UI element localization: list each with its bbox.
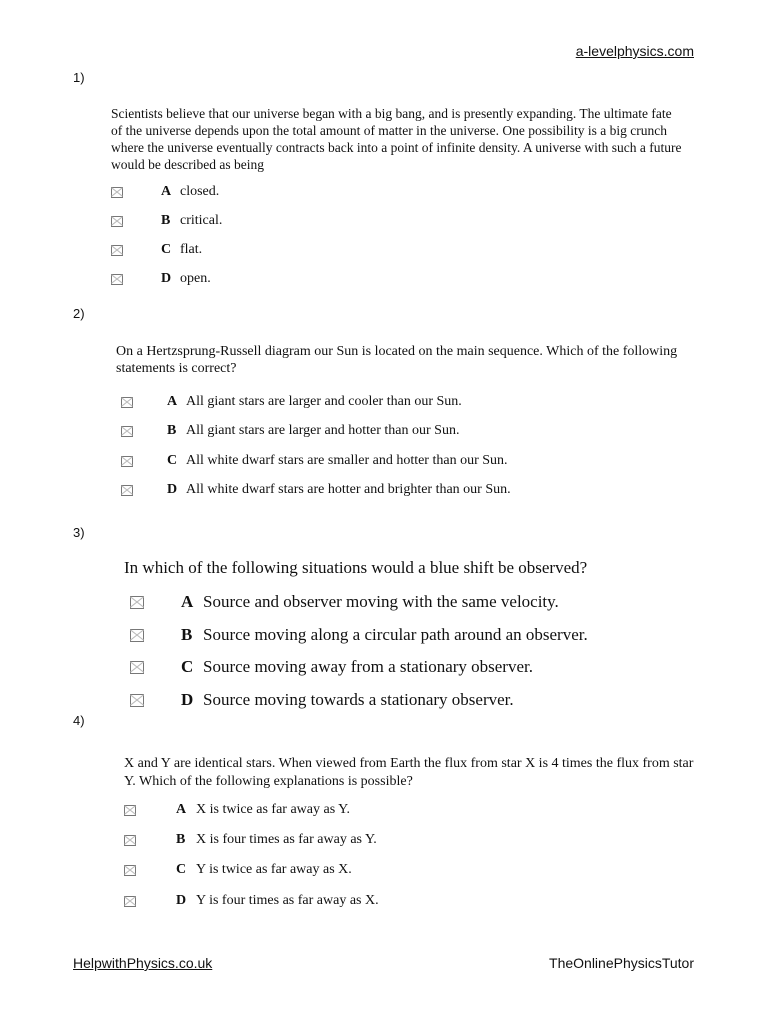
question-stem: X and Y are identical stars. When viewed from Earth the flux from star X is 4 times the flux from star Y. Which of the following explanations is possible? xyxy=(124,756,694,789)
option-text: All giant stars are larger and hotter than our Sun. xyxy=(186,423,460,438)
answer-option[interactable] xyxy=(111,213,222,229)
checkbox-icon[interactable] xyxy=(130,629,144,642)
option-letter: B xyxy=(167,423,177,438)
checkbox-icon[interactable] xyxy=(111,187,123,198)
option-text: critical. xyxy=(180,213,223,228)
checkbox-icon[interactable] xyxy=(111,274,123,285)
answer-option[interactable] xyxy=(130,690,514,710)
option-text: Source moving along a circular path around an observer. xyxy=(203,625,588,644)
option-text: All white dwarf stars are hotter and brighter than our Sun. xyxy=(186,482,511,497)
answer-option[interactable] xyxy=(130,657,533,677)
option-text: All giant stars are larger and cooler than our Sun. xyxy=(186,394,462,409)
option-letter: A xyxy=(167,394,178,409)
option-letter: D xyxy=(176,893,187,908)
question-stem: On a Hertzsprung-Russell diagram our Sun is located on the main sequence. Which of the following statements is correct? xyxy=(116,344,678,376)
answer-option[interactable] xyxy=(124,862,352,878)
option-letter: D xyxy=(161,271,172,286)
option-letter: B xyxy=(176,832,186,847)
option-text: X is twice as far away as Y. xyxy=(196,802,350,817)
answer-option[interactable] xyxy=(130,625,588,645)
checkbox-icon[interactable] xyxy=(124,896,136,907)
question-number: 2) xyxy=(73,306,85,321)
option-letter: A xyxy=(181,592,194,611)
option-text: X is four times as far away as Y. xyxy=(196,832,377,847)
footer-brand: TheOnlinePhysicsTutor xyxy=(549,955,694,971)
footer-link[interactable]: HelpwithPhysics.co.uk xyxy=(73,955,213,971)
answer-option[interactable] xyxy=(121,453,508,469)
question-number: 3) xyxy=(73,525,85,540)
checkbox-icon[interactable] xyxy=(111,216,123,227)
question-number: 1) xyxy=(73,70,85,85)
option-letter: B xyxy=(161,213,171,228)
checkbox-icon[interactable] xyxy=(130,596,144,609)
option-text: All white dwarf stars are smaller and hotter than our Sun. xyxy=(186,453,508,468)
answer-option[interactable] xyxy=(124,832,377,848)
checkbox-icon[interactable] xyxy=(121,456,133,467)
checkbox-icon[interactable] xyxy=(121,397,133,408)
checkbox-icon[interactable] xyxy=(121,426,133,437)
option-text: Source and observer moving with the same velocity. xyxy=(203,592,559,611)
option-text: closed. xyxy=(180,184,220,199)
option-letter: D xyxy=(181,690,194,709)
option-text: Source moving towards a stationary observer. xyxy=(203,690,514,709)
checkbox-icon[interactable] xyxy=(111,245,123,256)
answer-option[interactable] xyxy=(121,423,459,439)
answer-option[interactable] xyxy=(111,271,211,287)
option-text: flat. xyxy=(180,242,203,257)
answer-option[interactable] xyxy=(121,482,511,498)
question-stem: In which of the following situations would a blue shift be observed? xyxy=(124,558,588,577)
option-letter: C xyxy=(167,453,178,468)
option-letter: A xyxy=(176,802,187,817)
answer-option[interactable] xyxy=(121,394,462,410)
answer-option[interactable] xyxy=(111,184,219,200)
option-text: Y is twice as far away as X. xyxy=(196,862,352,877)
answer-option[interactable] xyxy=(130,592,559,612)
checkbox-icon[interactable] xyxy=(124,835,136,846)
option-text: Source moving away from a stationary observer. xyxy=(203,657,533,676)
site-link[interactable]: a-levelphysics.com xyxy=(575,43,694,59)
checkbox-icon[interactable] xyxy=(130,661,144,674)
option-letter: C xyxy=(176,862,187,877)
option-letter: C xyxy=(181,657,194,676)
answer-option[interactable] xyxy=(111,242,202,258)
checkbox-icon[interactable] xyxy=(130,694,144,707)
checkbox-icon[interactable] xyxy=(124,805,136,816)
answer-option[interactable] xyxy=(124,893,379,909)
question-stem: Scientists believe that our universe began with a big bang, and is presently expanding. The ultimate fate of the universe depends upon the total amount of matter in the universe. One possibility is a big crunch where the universe eventually contracts back into a point of infinite density. A universe with such a future would be described as being xyxy=(111,106,682,172)
option-letter: D xyxy=(167,482,178,497)
option-letter: B xyxy=(181,625,193,644)
checkbox-icon[interactable] xyxy=(124,865,136,876)
option-text: Y is four times as far away as X. xyxy=(196,893,379,908)
option-text: open. xyxy=(180,271,211,286)
answer-option[interactable] xyxy=(124,802,350,818)
question-number: 4) xyxy=(73,713,85,728)
option-letter: A xyxy=(161,184,172,199)
checkbox-icon[interactable] xyxy=(121,485,133,496)
option-letter: C xyxy=(161,242,172,257)
